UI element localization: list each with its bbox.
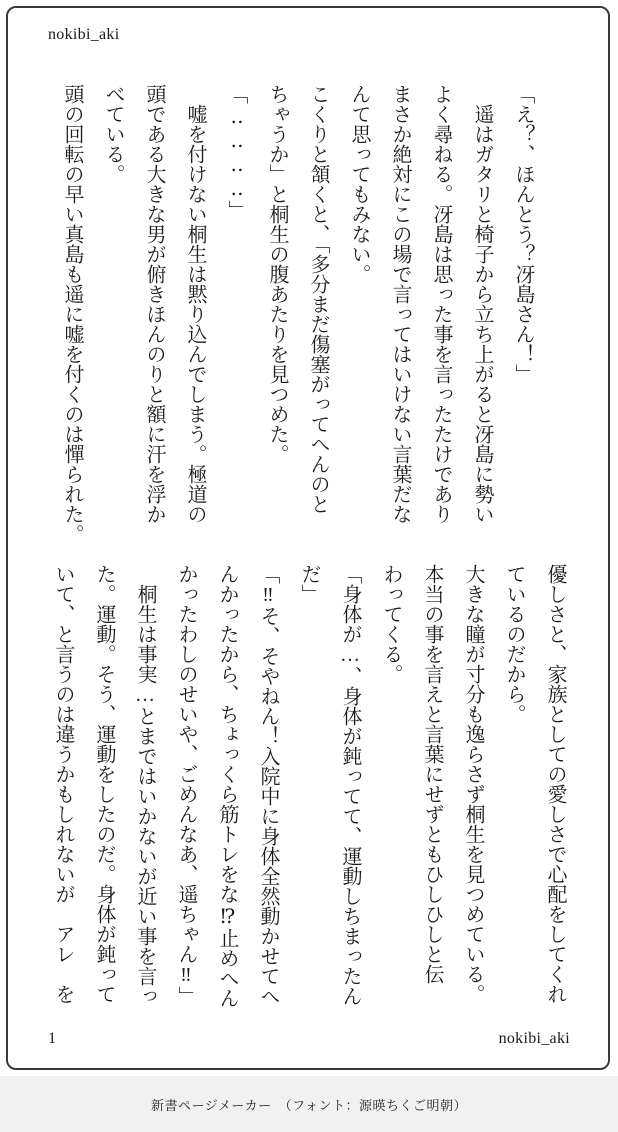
text-line: よく尋ねる。冴島は思った事を言ったたけであり (430, 84, 452, 524)
text-line: まさか絶対にこの場で言ってはいけない言葉だな (389, 84, 411, 524)
text-line: た。運動。そう、運動をしたのだ。身体が鈍って (93, 564, 115, 1004)
text-line: わってくる。 (380, 564, 402, 684)
text-line: 大きな瞳が寸分も逸らさず桐生を見つめている。 (462, 564, 484, 1004)
text-line: 頭の回転の早い真島も遥に嘘を付くのは憚られた。 (61, 84, 83, 544)
text-line: 「え？、ほんとう？冴島さん！」 (512, 84, 534, 384)
text-line: 遥はガタリと椅子から立ち上がると冴島に勢い (471, 84, 493, 524)
caption-bar (0, 1076, 618, 1132)
text-line: いて、と言うのは違うかもしれないが アレ を (52, 564, 74, 1004)
text-line: だ」 (298, 564, 320, 604)
bottom-text-block (42, 564, 575, 1034)
text-line: 頭である大きな男が俯きほんのりと額に汗を浮か (143, 84, 165, 524)
text-line: ているのだから。 (503, 564, 525, 724)
text-line: べている。 (102, 84, 124, 184)
text-line: 桐生は事実…とまではいかないが近い事を言っ (134, 564, 156, 1006)
text-line: こくりと頷くと、「多分まだ傷塞がってへんのと (307, 84, 329, 514)
top-text-block (51, 84, 543, 548)
text-line: かったわしのせいや、ごめんなあ、遥ちゃん‼」 (175, 564, 197, 1006)
text-line: んて思ってもみない。 (348, 84, 370, 284)
text-line: 「‥‥‥‥」 (225, 84, 247, 220)
generator-caption: 新書ページメーカー （フォント：源暎ちくご明朝） (151, 1097, 467, 1113)
text-line: 「‼そ、そやねん！入院中に身体全然動かせてへ (257, 564, 279, 1006)
text-line: 嘘を付けない桐生は黙り込んでしまう。極道の (184, 84, 206, 524)
text-line: ちゃうか」と桐生の腹あたりを見つめた。 (266, 84, 288, 464)
text-line: 「身体が…、身体が鈍ってて、運動しちまったん (339, 564, 361, 1006)
page-number: 1 (48, 1030, 56, 1047)
text-line: んかったから、ちょっくら筋トレをな⁉止めへん (216, 564, 238, 1008)
text-line: 優しさと、家族としての愛しさで心配をしてくれ (544, 564, 566, 1004)
header-username: nokibi_aki (48, 26, 120, 43)
text-line: 本当の事を言えと言葉にせずともひしひしと伝 (421, 564, 443, 984)
footer-username: nokibi_aki (498, 1030, 570, 1047)
